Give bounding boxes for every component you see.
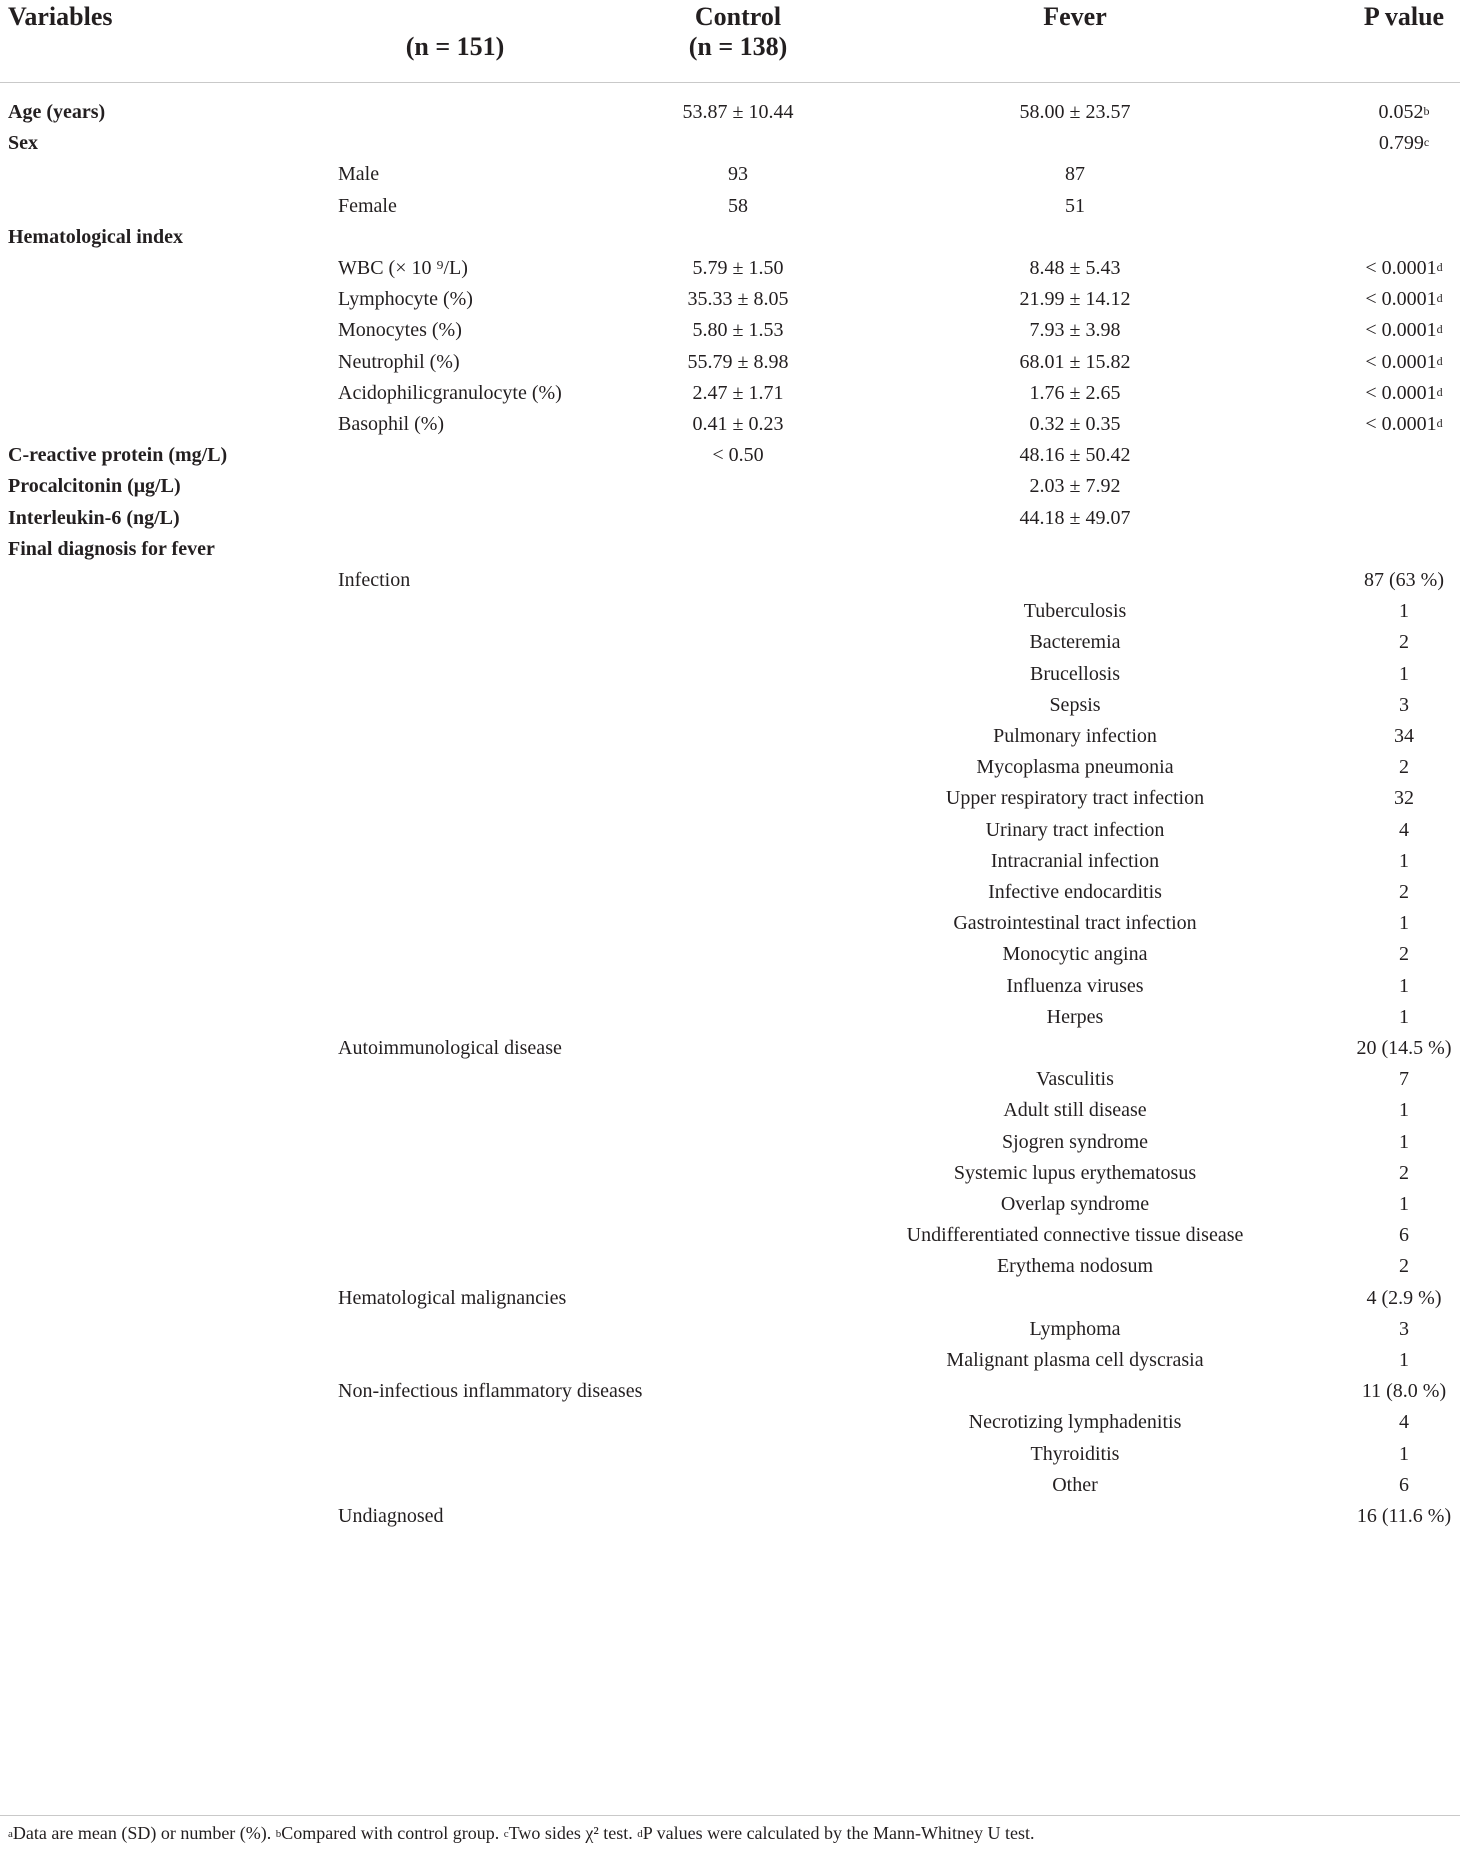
footnote-marker: d: [637, 1828, 643, 1840]
fever-value: Sepsis: [1049, 694, 1101, 716]
p-value-superscript: b: [1423, 104, 1430, 118]
control-value: 35.33 ± 8.05: [687, 288, 789, 310]
row-subitem-label: Acidophilicgranulocyte (%): [338, 382, 562, 404]
p-value: 1: [1399, 663, 1409, 685]
control-value: 0.41 ± 0.23: [692, 413, 784, 435]
p-value: 1: [1399, 1131, 1409, 1153]
row-subitem-label: Non-infectious inflammatory diseases: [338, 1380, 643, 1402]
row-subitem-label: Lymphocyte (%): [338, 288, 473, 310]
row-subitem-label: Basophil (%): [338, 413, 445, 435]
p-value: 0.799$^c$: [1378, 132, 1430, 154]
footnote-marker: c: [503, 1828, 509, 1840]
table-footnote: [8, 1823, 1034, 1844]
row-category-label: Interleukin-6 (ng/L): [8, 507, 180, 529]
fever-value: Urinary tract infection: [985, 819, 1165, 841]
row-subitem-label: Monocytes (%): [338, 319, 462, 341]
footer-rule: [0, 1815, 1460, 1816]
footnote-text: Data are mean (SD) or number (%).: [12, 1823, 276, 1843]
fever-value: Overlap syndrome: [1000, 1193, 1150, 1215]
fever-value: 7.93 ± 3.98: [1029, 319, 1121, 341]
p-value: 1: [1399, 975, 1409, 997]
p-value: 6: [1399, 1224, 1409, 1246]
control-value: 55.79 ± 8.98: [687, 351, 789, 373]
fever-value: Lymphoma: [1029, 1318, 1121, 1340]
p-value: 34: [1394, 725, 1414, 747]
fever-value: 8.48 ± 5.43: [1029, 257, 1121, 279]
p-value: 1: [1399, 1443, 1409, 1465]
footnote-marker: a: [8, 1828, 13, 1840]
fever-value: Herpes: [1046, 1006, 1104, 1028]
p-value: 20 (14.5 %): [1356, 1037, 1452, 1059]
p-value: 1: [1399, 1006, 1409, 1028]
fever-value: 0.32 ± 0.35: [1029, 413, 1121, 435]
control-value: 53.87 ± 10.44: [682, 101, 794, 123]
p-value: 87 (63 %): [1364, 569, 1444, 591]
fever-value: Mycoplasma pneumonia: [976, 756, 1174, 778]
fever-value: Pulmonary infection: [993, 725, 1157, 747]
control-value: 58: [728, 195, 748, 217]
row-category-label: C-reactive protein (mg/L): [8, 444, 228, 466]
row-category-label: Age (years): [8, 101, 106, 123]
p-value: 7: [1399, 1068, 1409, 1090]
fever-value: Bacteremia: [1029, 631, 1121, 653]
p-value: 2: [1399, 631, 1409, 653]
p-value-superscript: d: [1436, 354, 1443, 368]
p-value: 1: [1399, 912, 1409, 934]
fever-value: Gastrointestinal tract infection: [953, 912, 1197, 934]
p-value: 3: [1399, 694, 1409, 716]
fever-value: 21.99 ± 14.12: [1019, 288, 1131, 310]
p-value: 2: [1399, 1162, 1409, 1184]
fever-value: Necrotizing lymphadenitis: [968, 1411, 1182, 1433]
fever-value: 1.76 ± 2.65: [1029, 382, 1121, 404]
p-value: 1: [1399, 1193, 1409, 1215]
p-value: 2: [1399, 943, 1409, 965]
p-value: 2: [1399, 1255, 1409, 1277]
p-value-superscript: d: [1436, 291, 1443, 305]
fever-value: Malignant plasma cell dyscrasia: [946, 1349, 1204, 1371]
fever-value: 2.03 ± 7.92: [1029, 475, 1121, 497]
p-value-superscript: d: [1436, 385, 1443, 399]
control-value: 5.80 ± 1.53: [692, 319, 784, 341]
fever-value: Infective endocarditis: [988, 881, 1162, 903]
control-value: 93: [728, 163, 748, 185]
row-subitem-label: Male: [338, 163, 380, 185]
footnote-text: Compared with control group.: [281, 1823, 504, 1843]
p-value: 1: [1399, 600, 1409, 622]
p-value: 2: [1399, 756, 1409, 778]
row-subitem-label: WBC (× 10 ⁹/L): [338, 257, 468, 279]
fever-value: Systemic lupus erythematosus: [953, 1162, 1197, 1184]
fever-value: Other: [1052, 1474, 1098, 1496]
p-value: 1: [1399, 1099, 1409, 1121]
fever-value: 68.01 ± 15.82: [1019, 351, 1131, 373]
header-n-all: (n = 151): [405, 32, 505, 61]
row-category-label: Hematological index: [8, 226, 183, 248]
row-subitem-label: Neutrophil (%): [338, 351, 460, 373]
header-control: Control: [694, 2, 782, 31]
header-fever: Fever: [1043, 2, 1107, 31]
p-value-superscript: d: [1436, 322, 1443, 336]
row-subitem-label: Autoimmunological disease: [338, 1037, 562, 1059]
p-value: 1: [1399, 1349, 1409, 1371]
row-subitem-label: Infection: [338, 569, 411, 591]
fever-value: 87: [1065, 163, 1085, 185]
control-value: 2.47 ± 1.71: [692, 382, 784, 404]
row-category-label: Sex: [8, 132, 38, 154]
p-value-superscript: c: [1423, 135, 1430, 149]
p-value-superscript: d: [1436, 260, 1443, 274]
row-category-label: Procalcitonin (μg/L): [8, 475, 181, 497]
fever-value: Monocytic angina: [1002, 943, 1148, 965]
p-value: < 0.0001$^d$: [1365, 351, 1443, 373]
fever-value: Erythema nodosum: [996, 1255, 1154, 1277]
header-control-n: (n = 138): [688, 32, 788, 61]
p-value: 11 (8.0 %): [1361, 1380, 1447, 1402]
control-value: 5.79 ± 1.50: [692, 257, 784, 279]
fever-value: Adult still disease: [1003, 1099, 1147, 1121]
fever-value: Influenza viruses: [1006, 975, 1144, 997]
fever-value: Intracranial infection: [990, 850, 1160, 872]
footnote-text: P values were calculated by the Mann-Whitney U test.: [642, 1823, 1035, 1843]
p-value: 32: [1394, 787, 1414, 809]
fever-value: 48.16 ± 50.42: [1019, 444, 1131, 466]
fever-value: 51: [1065, 195, 1085, 217]
fever-value: Undifferentiated connective tissue disease: [906, 1224, 1244, 1246]
control-value: < 0.50: [712, 444, 764, 466]
p-value: 4: [1399, 1411, 1409, 1433]
fever-value: Sjogren syndrome: [1001, 1131, 1149, 1153]
fever-value: Brucellosis: [1030, 663, 1120, 685]
p-value: < 0.0001$^d$: [1365, 257, 1443, 279]
p-value-superscript: d: [1436, 416, 1443, 430]
header-variables: Variables: [8, 2, 113, 31]
p-value: 3: [1399, 1318, 1409, 1340]
p-value: < 0.0001$^d$: [1365, 288, 1443, 310]
footnote-marker: b: [275, 1828, 282, 1840]
p-value: 16 (11.6 %): [1356, 1505, 1452, 1527]
row-subitem-label: Undiagnosed: [338, 1505, 444, 1527]
fever-value: 58.00 ± 23.57: [1019, 101, 1131, 123]
fever-value: Tuberculosis: [1023, 600, 1127, 622]
fever-value: Thyroiditis: [1030, 1443, 1120, 1465]
p-value: 2: [1399, 881, 1409, 903]
header-p-value: P value: [1363, 2, 1445, 31]
p-value: 0.052$^b$: [1378, 101, 1430, 123]
p-value: 1: [1399, 850, 1409, 872]
p-value: 6: [1399, 1474, 1409, 1496]
p-value: < 0.0001$^d$: [1365, 382, 1443, 404]
p-value: 4: [1399, 819, 1409, 841]
row-category-label: Final diagnosis for fever: [8, 538, 215, 560]
fever-value: 44.18 ± 49.07: [1019, 507, 1131, 529]
fever-value: Upper respiratory tract infection: [945, 787, 1205, 809]
row-subitem-label: Female: [338, 195, 397, 217]
fever-value: Vasculitis: [1036, 1068, 1114, 1090]
p-value: 4 (2.9 %): [1366, 1287, 1442, 1309]
footnote-text: Two sides χ² test.: [508, 1823, 638, 1843]
header-rule: [0, 82, 1460, 83]
p-value: < 0.0001$^d$: [1365, 413, 1443, 435]
p-value: < 0.0001$^d$: [1365, 319, 1443, 341]
row-subitem-label: Hematological malignancies: [338, 1287, 567, 1309]
